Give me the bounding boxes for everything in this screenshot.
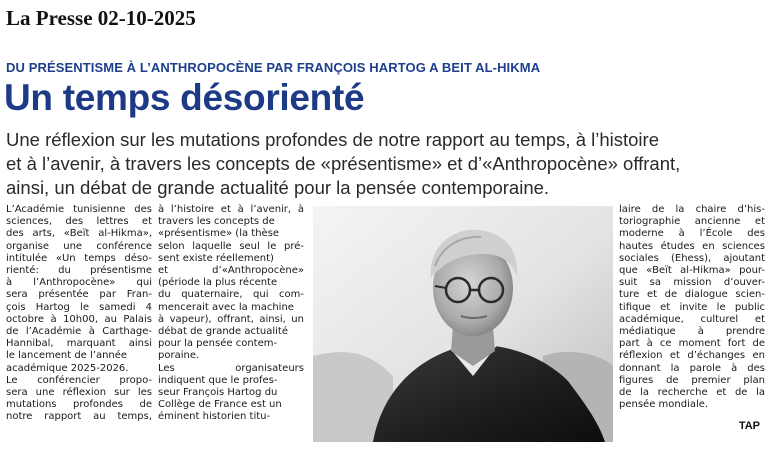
body-line: à vapeur), offrant, ainsi, un	[158, 313, 304, 325]
body-line: indiquent que le profes-	[158, 374, 278, 386]
body-line: de l’Académie à Carthage-	[6, 326, 152, 338]
body-line: débat de grande actualité	[158, 326, 288, 338]
body-line: pour la pensée contem-	[158, 338, 278, 350]
body-line: octobre à 10h00, au Palais	[6, 313, 152, 325]
body-line: sera une réflexion sur les	[6, 387, 152, 399]
body-line: çois Hartog le samedi 4	[6, 301, 152, 313]
body-line: sera présentée par Fran-	[6, 289, 152, 301]
article-headline: Un temps désorienté	[4, 77, 365, 118]
body-line: rienté: du présentisme	[6, 265, 152, 277]
newspaper-masthead: La Presse 02-10-2025	[6, 6, 196, 30]
body-line: moderne à l’École des	[619, 228, 765, 240]
body-line: sociales (Ehess), ajoutant	[619, 252, 765, 264]
body-line: part à ce moment fort de	[619, 338, 765, 350]
body-line: éminent historien titu-	[158, 411, 271, 423]
body-line: sent existe réellement)	[158, 252, 274, 264]
body-line: donnant la parole à des	[619, 362, 765, 374]
standfirst-line: et à l’avenir, à travers les concepts de «présentisme» et d’«Anthropocène» offrant,	[6, 153, 681, 174]
body-line: selon laquelle seul le pré-	[158, 240, 304, 252]
body-line: organise une conférence	[6, 240, 152, 252]
body-line: Collège de France est un	[158, 399, 282, 411]
body-line: toriographie ancienne et	[619, 216, 765, 228]
body-line: hautes études en sciences	[619, 240, 765, 252]
body-line: mencerait avec la machine	[158, 301, 294, 313]
agency-credit: TAP	[738, 420, 760, 432]
body-line: que «Beït al-Hikma» pour-	[619, 265, 765, 277]
body-line: à l’histoire et à l’avenir, à	[158, 204, 304, 215]
body-line: et d’«Anthropocène»	[158, 265, 304, 277]
body-line: à l’Anthropocène» qui	[6, 277, 152, 289]
body-column-3	[619, 204, 765, 411]
body-line: «présentisme» (la thèse	[158, 228, 280, 240]
body-line: Les organisateurs	[158, 362, 304, 374]
article-standfirst	[6, 128, 766, 200]
body-line: Le conférencier propo-	[6, 374, 152, 386]
body-line: médiatique à prendre	[619, 326, 765, 338]
standfirst-line: ainsi, un débat de grande actualité pour la pensée contemporaine.	[6, 177, 550, 198]
body-line: sciences, des lettres et	[6, 216, 152, 228]
body-line: mutations profondes de	[6, 399, 152, 411]
body-line: ture et de dialogue scien-	[619, 289, 765, 301]
body-line: tifique et invite le public	[619, 301, 765, 313]
body-line: le lancement de l’année	[6, 350, 128, 362]
body-line: (période la plus récente	[158, 277, 278, 289]
body-line: académique 2025-2026.	[6, 362, 129, 374]
body-line: figures de premier plan	[619, 374, 765, 386]
standfirst-line: Une réflexion sur les mutations profondes de notre rapport au temps, à l’histoire	[6, 129, 659, 150]
body-line: notre rapport au temps,	[6, 411, 152, 423]
body-line: Hannibal, marquant ainsi	[6, 338, 152, 350]
body-line: pensée mondiale.	[619, 399, 709, 411]
portrait-photo	[313, 206, 613, 442]
body-line: intitulée «Un temps déso-	[6, 252, 152, 264]
body-line: du quaternaire, qui com-	[158, 289, 304, 301]
body-line: seur François Hartog du	[158, 387, 278, 399]
article-kicker: DU PRÉSENTISME À L’ANTHROPOCÈNE PAR FRANÇOIS HARTOG A BEIT AL-HIKMA	[6, 60, 541, 75]
body-line: laire de la chaire d’his-	[619, 204, 765, 215]
body-line: académique, culturel et	[619, 313, 765, 325]
body-line: poraine.	[158, 350, 200, 362]
body-line: travers les concepts de	[158, 216, 275, 228]
body-line: de la recherche et de la	[619, 387, 765, 399]
body-line: suit sa mission d’ouver-	[619, 277, 765, 289]
body-line: L’Académie tunisienne des	[6, 204, 152, 215]
body-column-2	[158, 204, 304, 424]
body-line: réflexion et d’échanges en	[619, 350, 765, 362]
body-line: des arts, «Beït al-Hikma»,	[6, 228, 152, 240]
body-column-1	[6, 204, 152, 424]
